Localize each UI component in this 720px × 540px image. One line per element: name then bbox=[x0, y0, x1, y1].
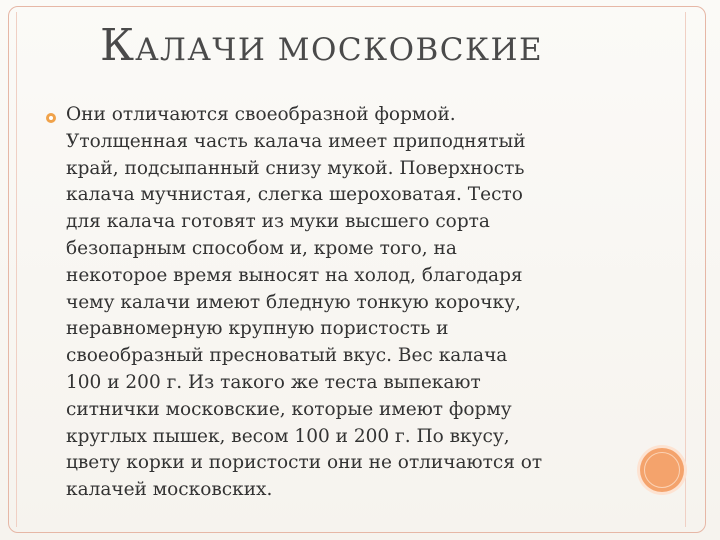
bullet-paragraph bbox=[66, 102, 614, 504]
paragraph-line: цвету корки и пористости они не отличаются от bbox=[66, 452, 543, 474]
paragraph-line: своеобразный пресноватый вкус. Вес калача bbox=[66, 345, 508, 367]
paragraph-line: некоторое время выносят на холод, благодаря bbox=[66, 264, 523, 286]
title-rest: АЛАЧИ МОСКОВСКИЕ bbox=[135, 32, 544, 68]
bullet-icon bbox=[46, 113, 56, 123]
paragraph-line: неравномерную крупную пористость и bbox=[66, 318, 449, 340]
paragraph-line: круглых пышек, весом 100 и 200 г. По вкусу, bbox=[66, 425, 510, 447]
paragraph-line: Утолщенная часть калача имеет приподнятый bbox=[66, 130, 526, 152]
paragraph-line: калачей московских. bbox=[66, 479, 273, 501]
paragraph-line: ситнички московские, которые имеют форму bbox=[66, 398, 512, 420]
paragraph-line: калача мучнистая, слегка шероховатая. Тесто bbox=[66, 184, 523, 206]
slide-title bbox=[100, 20, 620, 71]
paragraph-line: безопарным способом и, кроме того, на bbox=[66, 237, 457, 259]
paragraph-line: для калача готовят из муки высшего сорта bbox=[66, 211, 490, 233]
paragraph-line: 100 и 200 г. Из такого же теста выпекают bbox=[66, 371, 481, 393]
decorative-circle bbox=[640, 448, 684, 492]
title-initial: К bbox=[100, 20, 136, 71]
paragraph-line: край, подсыпанный снизу мукой. Поверхность bbox=[66, 157, 525, 179]
paragraph-line: Они отличаются своеобразной формой. bbox=[66, 104, 456, 125]
paragraph-line: чему калачи имеют бледную тонкую корочку, bbox=[66, 291, 521, 313]
